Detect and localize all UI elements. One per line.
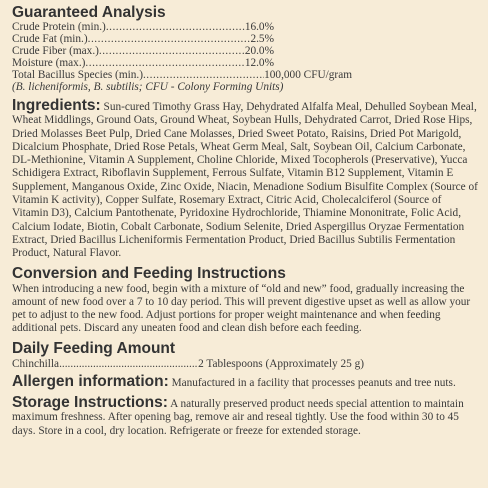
storage-text: A naturally preserved product needs special attention to maintain maximum freshness. After opening bag, remove air and reseal tightly. Use the food within 30 to 45 days. Store in a cool, dry location. Refrigerate or freeze for extended storage. bbox=[12, 398, 464, 437]
analysis-note: (B. licheniformis, B. subtilis; CFU - Colony Forming Units) bbox=[12, 81, 284, 93]
analysis-row-fiber bbox=[12, 45, 274, 57]
analysis-label: Crude Fat (min.) bbox=[12, 33, 88, 45]
conversion-text: When introducing a new food, begin with a mixture of “old and new” food, gradually increasing the amount of new food over a 7 to 10 day period. This will prevent digestive upset as well as allow your pet to adjust to the new food. Adjust portions for proper weight maintenance and when feeding additional pets. Discard any uneaten food and clean dish before each feeding. bbox=[12, 282, 471, 335]
analysis-label: Moisture (max.) bbox=[12, 57, 86, 69]
allergen-text: Manufactured in a facility that processes peanuts and tree nuts. bbox=[171, 376, 456, 389]
allergen-heading: Allergen information: bbox=[12, 372, 169, 390]
daily-feeding-value: 2 Tablespoons (Approximately 25 g) bbox=[198, 357, 364, 370]
analysis-label: Crude Protein (min.) bbox=[12, 21, 106, 33]
analysis-row-protein bbox=[12, 21, 274, 33]
daily-feeding-label: Chinchilla bbox=[12, 357, 60, 370]
analysis-row-fat bbox=[12, 33, 274, 45]
analysis-value: 16.0% bbox=[244, 21, 274, 33]
analysis-row-moisture bbox=[12, 57, 274, 69]
ingredients-section bbox=[12, 99, 478, 261]
guaranteed-analysis-section bbox=[12, 4, 478, 93]
daily-feeding-heading: Daily Feeding Amount bbox=[12, 339, 176, 357]
analysis-value: 2.5% bbox=[250, 33, 274, 45]
daily-feeding-row bbox=[12, 358, 364, 371]
guaranteed-analysis-heading: Guaranteed Analysis bbox=[12, 4, 166, 21]
conversion-heading: Conversion and Feeding Instructions bbox=[12, 264, 286, 282]
analysis-label: Crude Fiber (max.) bbox=[12, 45, 99, 57]
storage-heading: Storage Instructions: bbox=[12, 394, 168, 412]
analysis-row-bacillus bbox=[12, 69, 352, 81]
storage-section bbox=[12, 396, 478, 438]
daily-feeding-section bbox=[12, 340, 478, 371]
conversion-section bbox=[12, 265, 478, 336]
allergen-section bbox=[12, 372, 478, 390]
analysis-label: Total Bacillus Species (min.) bbox=[12, 69, 143, 81]
analysis-value: 20.0% bbox=[244, 45, 274, 57]
ingredients-text: Sun-cured Timothy Grass Hay, Dehydrated Alfalfa Meal, Dehulled Soybean Meal, Wheat Middlings, Ground Oats, Ground Wheat, Soybean Hulls, Dehydrated Carrot, Dried Rose Hips, Dried Molasses Beet Pulp, Dried Cane Molasses, Dried Sweet Potato, Raisins, Dried Pot Marigold, Dicalcium Phosphate, Dried Rose Petals, Wheat Germ Meal, Salt, Soybean Oil, Calcium Carbonate, DL-Methionine, Vitamin A Supplement, Choline Chloride, Mixed Tocopherols (Preservative), Yucca Schidigera Extract, Riboflavin Supplement, Ferrous Sulfate, Vitamin B12 Supplement, Vitamin E Supplement, Manganous Oxide, Zinc Oxide, Niacin, Menadione Sodium Bisulfite Complex (Source of Vitamin K activity), Copper Sulfate, Rosemary Extract, Citric Acid, Cholecalciferol (Source of Vitamin D3), Calcium Pantothenate, Pyridoxine Hydrochloride, Thiamine Mononitrate, Folic Acid, Calcium Iodate, Biotin, Cobalt Carbonate, Sodium Selenite, Dried Aspergillus Oryzae Fermentation Extract, Dried Bacillus Licheniformis Fermentation Product, Dried Bacillus Subtilis Fermentation Product, Natural Flavor. bbox=[12, 101, 478, 260]
analysis-value: 100,000 CFU/gram bbox=[264, 69, 352, 81]
ingredients-heading: Ingredients: bbox=[12, 97, 101, 114]
analysis-value: 12.0% bbox=[244, 57, 274, 69]
